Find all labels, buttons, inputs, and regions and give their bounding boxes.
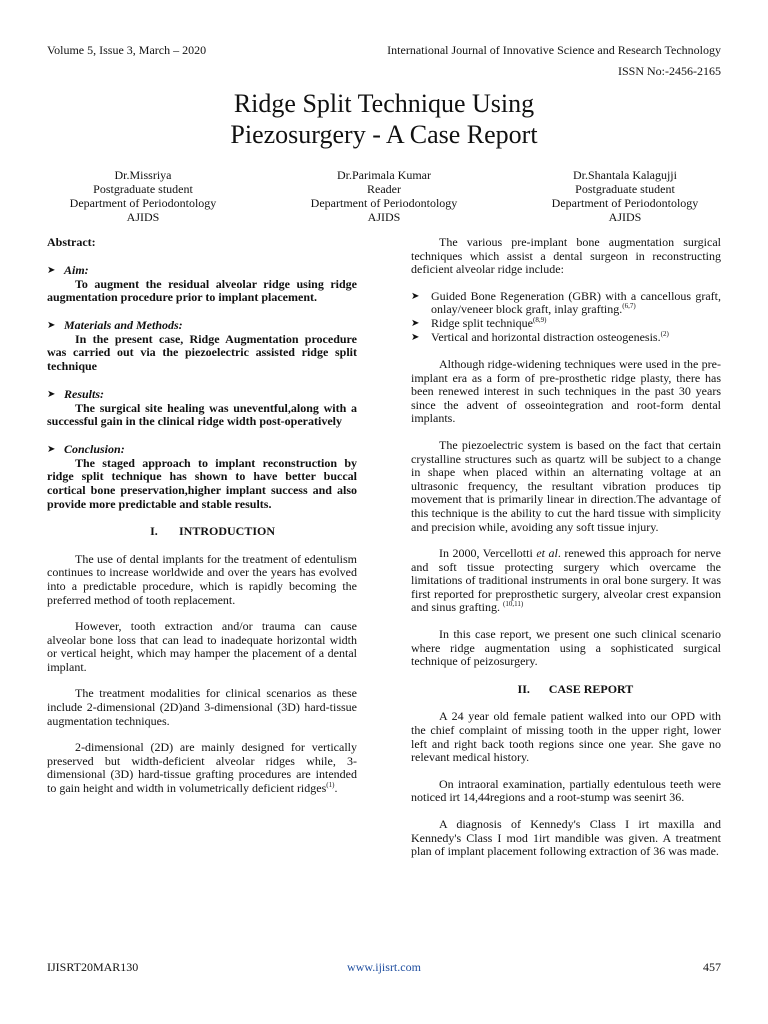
author-name: Dr.Shantala Kalagujji <box>573 168 677 182</box>
arrow-bullet-icon: ➤ <box>411 290 420 302</box>
citation: (10,11) <box>503 600 524 609</box>
methods-heading: ➤ Materials and Methods: <box>47 317 183 332</box>
list-item: ➤ Vertical and horizontal distraction osteogenesis.$^{(2)}$ <box>411 329 669 344</box>
author-inst: AJIDS <box>126 210 160 224</box>
title-line-1: Ridge Split Technique Using <box>233 89 535 118</box>
abstract-label: Abstract: <box>47 235 96 249</box>
arrow-bullet-icon: ➤ <box>47 319 56 331</box>
case-paragraph-3: A diagnosis of Kennedy's Class I irt maxilla and Kennedy's Class I mod 1irt mandible was given. A treatment plan of implant placement following extraction of 36 was made. <box>411 817 721 859</box>
footer-code: IJISRT20MAR130 <box>47 960 139 974</box>
arrow-bullet-icon: ➤ <box>411 331 420 343</box>
conclusion-text: The staged approach to implant reconstruction by ridge split technique has shown to have better buccal cortical bone preservation,higher implant success and also provide more predictable and stable results. <box>47 455 357 511</box>
author-role: Reader <box>367 182 401 196</box>
citation: (1) <box>326 781 335 790</box>
aim-text: To augment the residual alveolar ridge using ridge augmentation procedure prior to implant placement. <box>47 276 357 305</box>
right-paragraph-3: The piezoelectric system is based on the fact that certain crystalline structures such as quartz will be subject to a change in shape when placed within an alternating voltage at an ultrasonic frequency, the resultant vibration produces tip movement that is primarily linear in direction.The advantage of this technique is the ability to cut the hard tissue with simplicity and precision while, avoiding any soft tissue injury. <box>411 437 721 534</box>
author-role: Postgraduate student <box>93 182 193 196</box>
header-journal: International Journal of Innovative Science and Research Technology <box>387 43 721 57</box>
author-2 <box>264 168 504 224</box>
citation: (2) <box>660 329 669 338</box>
results-text: The surgical site healing was uneventful,along with a successful gain in the clinical ridge width post-operatively <box>47 400 357 429</box>
header-issn: ISSN No:-2456-2165 <box>617 64 721 78</box>
case-paragraph-2: On intraoral examination, partially edentulous teeth were noticed irt 14,44regions and a root-stump was seenirt 36. <box>411 776 721 805</box>
right-column <box>411 236 721 859</box>
author-dept: Department of Periodontology <box>69 196 217 210</box>
author-1 <box>23 168 263 224</box>
arrow-bullet-icon: ➤ <box>47 443 56 455</box>
citation: (8,9) <box>532 315 547 324</box>
right-paragraph-1: The various pre-implant bone augmentation surgical techniques which assist a dental surgeon in reconstructing deficient alveolar ridge include: <box>411 235 721 277</box>
author-inst: AJIDS <box>367 210 401 224</box>
author-dept: Department of Periodontology <box>551 196 699 210</box>
intro-heading: I. INTRODUCTION <box>150 524 275 539</box>
intro-paragraph-3: The treatment modalities for clinical scenarios as these include 2-dimensional (2D)and 3-dimensional (3D) hard-tissue augmentation techniques. <box>47 686 357 728</box>
author-dept: Department of Periodontology <box>310 196 458 210</box>
aim-heading: ➤ Aim: <box>47 262 89 277</box>
technique-list <box>411 290 721 345</box>
left-column <box>47 236 357 796</box>
intro-paragraph-1: The use of dental implants for the treatment of edentulism continues to increase worldwide and over the years has evolved into a predictable procedure, which is rapidly becoming the preferred method of tooth replacement. <box>47 551 357 607</box>
case-report-heading: II. CASE REPORT <box>517 681 634 696</box>
author-3 <box>505 168 745 224</box>
title-line-2: Piezosurgery - A Case Report <box>230 120 538 149</box>
paper-title <box>0 88 768 150</box>
header-volume: Volume 5, Issue 3, March – 2020 <box>47 43 207 57</box>
author-inst: AJIDS <box>608 210 642 224</box>
right-paragraph-4: In 2000, Vercellotti et al. renewed this approach for nerve and soft tissue protecting surgery which overcame the limitations of traditional instruments in oral bone surgery. It was first reported for preprosthetic surgery, alveolar crest expansion and sinus grafting. $^{(10,11)}$ <box>411 546 721 615</box>
results-heading: ➤ Results: <box>47 386 105 401</box>
footer-page-number: 457 <box>703 960 721 974</box>
case-paragraph-1: A 24 year old female patient walked into our OPD with the chief complaint of missing tooth in the upper right, lower left and right back tooth regions since one year. She gave no relevant medical history. <box>411 709 721 765</box>
arrow-bullet-icon: ➤ <box>411 317 420 329</box>
author-role: Postgraduate student <box>575 182 675 196</box>
citation: (6,7) <box>622 302 636 311</box>
methods-text: In the present case, Ridge Augmentation procedure was carried out via the piezoelectric assisted ridge split technique <box>47 331 357 373</box>
right-paragraph-2: Although ridge-widening techniques were used in the pre-implant era as a form of pre-prosthetic ridge plasty, there has been renewed interest in such techniques in the past 30 years since the advent of osseointegration and root-form dental implants. <box>411 356 721 426</box>
conclusion-heading: ➤ Conclusion: <box>47 441 125 456</box>
author-name: Dr.Missriya <box>114 168 172 182</box>
author-name: Dr.Parimala Kumar <box>337 168 431 182</box>
list-item: ➤ Ridge split technique$^{(8,9)}$ <box>411 315 547 330</box>
right-paragraph-5: In this case report, we present one such clinical scenario where ridge augmentation using a sophisticated surgical technique of peizosurgery. <box>411 627 721 669</box>
arrow-bullet-icon: ➤ <box>47 264 56 276</box>
intro-paragraph-4: 2-dimensional (2D) are mainly designed for vertically preserved but width-deficient alveolar ridges while, 3-dimensional (3D) hard-tissue grafting procedures are intended to gain height and width in volumetrically deficient ridges$^{(1)}$. <box>47 740 357 796</box>
arrow-bullet-icon: ➤ <box>47 388 56 400</box>
footer-website-link[interactable]: www.ijisrt.com <box>347 960 421 974</box>
intro-paragraph-2: However, tooth extraction and/or trauma can cause alveolar bone loss that can lead to inadequate horizontal width or vertical height, which may hamper the placement of a dental implant. <box>47 619 357 674</box>
list-item: ➤ Guided Bone Regeneration (GBR) with a cancellous graft, onlay/veneer block graft, inlay grafting.$^{(6,7)}$ <box>411 288 721 317</box>
